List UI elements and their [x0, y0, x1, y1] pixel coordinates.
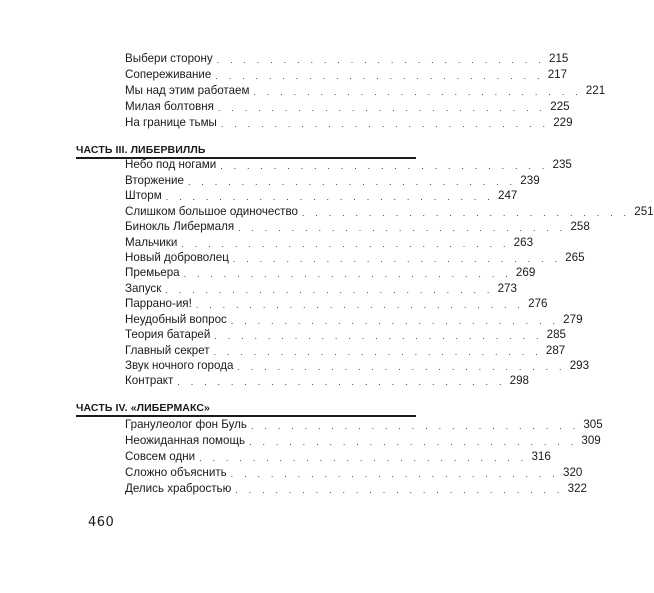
toc-entry-title: Небо под ногами: [125, 158, 217, 171]
leader-dots: . . . . . . . . . . . . . . . . . . . . . . . . .: [195, 300, 525, 310]
toc-entry[interactable]: [125, 373, 529, 389]
leader-dots: . . . . . . . . . . . . . . . . . . . . . . . . .: [215, 71, 544, 81]
toc-entry[interactable]: [125, 449, 551, 465]
toc-entry-page: 263: [513, 236, 534, 249]
toc-entry-title: Паррано-ия!: [125, 297, 192, 310]
toc-entry[interactable]: [125, 481, 587, 497]
toc-entry-page: 279: [563, 313, 583, 326]
leader-dots: . . . . . . . . . . . . . . . . . . . . . . . . .: [237, 362, 566, 372]
toc-entry[interactable]: [125, 204, 654, 220]
toc-entry-page: 287: [545, 344, 566, 357]
toc-entry[interactable]: [125, 465, 583, 481]
leader-dots: . . . . . . . . . . . . . . . . . . . . . . . . .: [238, 223, 567, 233]
toc-entry[interactable]: [125, 99, 570, 115]
leader-dots: . . . . . . . . . . . . . . . . . . . . . . . . .: [230, 469, 559, 479]
toc-entry-title: Шторм: [125, 189, 162, 202]
leader-dots: . . . . . . . . . . . . . . . . . . . . . . . . .: [232, 254, 562, 264]
leader-dots: . . . . . . . . . . . . . . . . . . . . . . . . .: [214, 331, 543, 341]
leader-dots: . . . . . . . . . . . . . . . . . . . . . . . . .: [250, 421, 580, 431]
toc-entry-page: 247: [498, 189, 518, 202]
toc-entry-title: Мы над этим работаем: [125, 84, 250, 97]
leader-dots: . . . . . . . . . . . . . . . . . . . . . . . . .: [301, 208, 631, 218]
toc-entry[interactable]: [125, 358, 590, 374]
toc-entry-page: 316: [531, 450, 551, 463]
toc-entry-page: 298: [509, 374, 529, 387]
toc-entry[interactable]: [125, 343, 566, 359]
part-title: ЧАСТЬ IV. «ЛИБЕРМАКС»: [76, 402, 210, 414]
leader-dots: . . . . . . . . . . . . . . . . . . . . . . . . .: [183, 269, 512, 279]
toc-entry-title: Сопереживание: [125, 68, 212, 81]
toc-entry-title: Бинокль Либермаля: [125, 220, 235, 233]
toc-entry-page: 235: [552, 158, 572, 171]
toc-entry-title: Неожиданная помощь: [125, 434, 246, 447]
toc-entry-page: 305: [583, 418, 603, 431]
leader-dots: . . . . . . . . . . . . . . . . . . . . . . . . .: [181, 239, 510, 249]
toc-entry-page: 293: [569, 359, 590, 372]
leader-dots: . . . . . . . . . . . . . . . . . . . . . . . . .: [199, 453, 528, 463]
toc-entry-page: 269: [515, 266, 536, 279]
toc-entry-title: Мальчики: [125, 236, 178, 249]
toc-entry-page: 239: [520, 174, 540, 187]
page-number: 460: [88, 515, 115, 530]
toc-entry-title: Неудобный вопрос: [125, 313, 227, 326]
leader-dots: . . . . . . . . . . . . . . . . . . . . . . . . .: [253, 87, 582, 97]
toc-entry[interactable]: [125, 417, 603, 433]
leader-dots: . . . . . . . . . . . . . . . . . . . . . . . . .: [165, 192, 495, 202]
toc-entry-title: Вторжение: [125, 174, 184, 187]
toc-entry[interactable]: [125, 235, 534, 251]
toc-entry-page: 251: [634, 205, 654, 218]
toc-entry-title: На границе тьмы: [125, 116, 217, 129]
toc-entry[interactable]: [125, 157, 572, 173]
part-heading[interactable]: [76, 401, 416, 417]
part-title: ЧАСТЬ III. ЛИБЕРВИЛЛЬ: [76, 144, 206, 156]
toc-entry[interactable]: [125, 173, 540, 189]
leader-dots: . . . . . . . . . . . . . . . . . . . . . . . . .: [187, 177, 517, 187]
toc-entry-title: Делись храбростью: [125, 482, 232, 495]
leader-dots: . . . . . . . . . . . . . . . . . . . . . . . . .: [249, 437, 578, 447]
toc-entry-page: 320: [563, 466, 583, 479]
toc-entry-title: Теория батарей: [125, 328, 211, 341]
toc-entry-title: Сложно объяснить: [125, 466, 227, 479]
leader-dots: . . . . . . . . . . . . . . . . . . . . . . . . .: [220, 161, 549, 171]
toc-entry-page: 309: [581, 434, 601, 447]
toc-entry[interactable]: [125, 433, 601, 449]
toc-entry[interactable]: [125, 188, 518, 204]
toc-entry-title: Запуск: [125, 282, 162, 295]
toc-entry[interactable]: [125, 312, 583, 328]
toc-entry[interactable]: [125, 281, 517, 297]
toc-entry-page: 229: [553, 116, 573, 129]
toc-entry-title: Совсем одни: [125, 450, 196, 463]
leader-dots: . . . . . . . . . . . . . . . . . . . . . . . . .: [217, 103, 547, 113]
toc-entry[interactable]: [125, 219, 590, 235]
toc-entry[interactable]: [125, 83, 606, 99]
toc-entry-page: 265: [565, 251, 585, 264]
toc-entry-page: 273: [497, 282, 517, 295]
toc-entry-page: 322: [567, 482, 587, 495]
toc-entry-title: Милая болтовня: [125, 100, 214, 113]
toc-entry-page: 221: [585, 84, 606, 97]
toc-entry-title: Гранулеолог фон Буль: [125, 418, 247, 431]
toc-entry-title: Звук ночного города: [125, 359, 234, 372]
toc-entry[interactable]: [125, 265, 536, 281]
toc-entry-page: 217: [547, 68, 568, 81]
leader-dots: . . . . . . . . . . . . . . . . . . . . . . . . .: [235, 485, 564, 495]
toc-entry-title: Контракт: [125, 374, 174, 387]
leader-dots: . . . . . . . . . . . . . . . . . . . . . . . . .: [165, 285, 494, 295]
toc-entry[interactable]: [125, 51, 569, 67]
toc-entry-page: 285: [546, 328, 566, 341]
toc-entry-page: 215: [549, 52, 569, 65]
toc-entry-title: Премьера: [125, 266, 180, 279]
toc-entry-page: 225: [550, 100, 570, 113]
leader-dots: . . . . . . . . . . . . . . . . . . . . . . . . .: [213, 347, 542, 357]
toc-entry[interactable]: [125, 327, 566, 343]
leader-dots: . . . . . . . . . . . . . . . . . . . . . . . . .: [220, 119, 550, 129]
toc-entry[interactable]: [125, 296, 548, 312]
toc-entry[interactable]: [125, 115, 573, 131]
leader-dots: . . . . . . . . . . . . . . . . . . . . . . . . .: [177, 377, 506, 387]
toc-entry[interactable]: [125, 250, 585, 266]
toc-entry-title: Главный секрет: [125, 344, 210, 357]
leader-dots: . . . . . . . . . . . . . . . . . . . . . . . . .: [230, 316, 560, 326]
toc-entry-title: Выбери сторону: [125, 52, 213, 65]
toc-entry-page: 276: [528, 297, 548, 310]
leader-dots: . . . . . . . . . . . . . . . . . . . . . . . . .: [216, 55, 546, 65]
toc-entry-page: 258: [570, 220, 590, 233]
toc-entry[interactable]: [125, 67, 568, 83]
toc-entry-title: Слишком большое одиночество: [125, 205, 298, 218]
toc-entry-title: Новый доброволец: [125, 251, 229, 264]
